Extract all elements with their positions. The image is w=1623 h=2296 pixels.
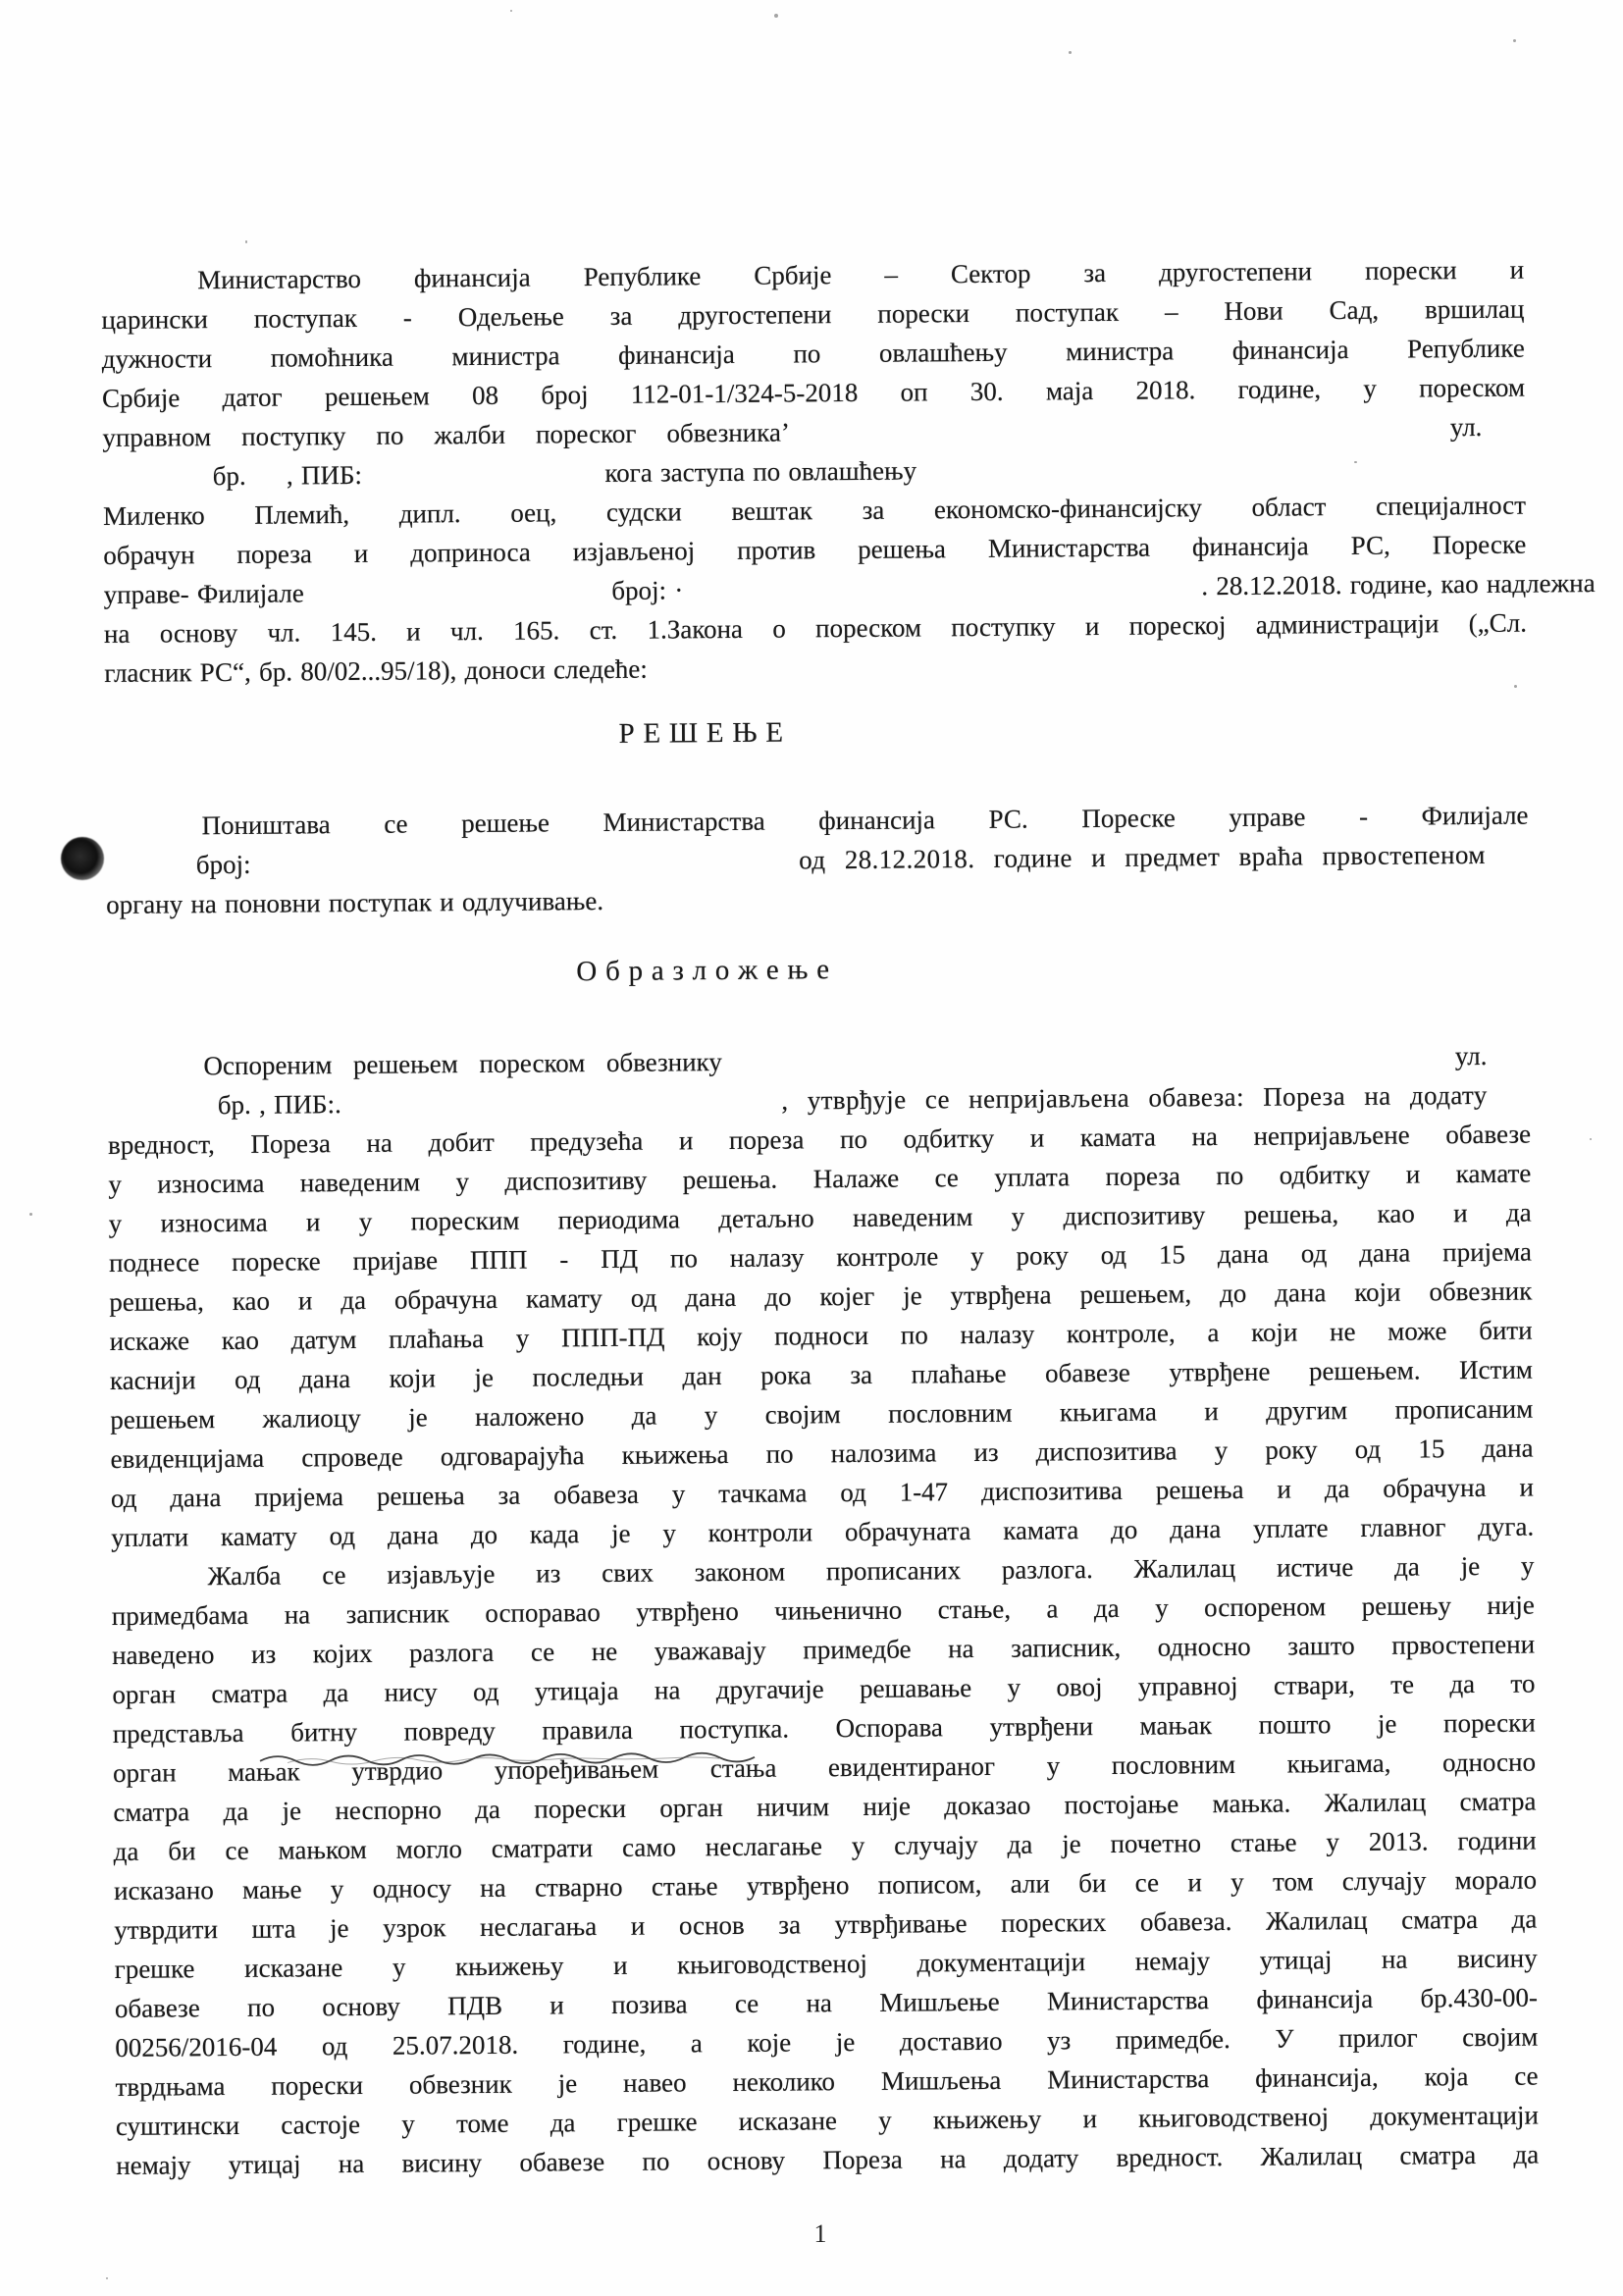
text-line: решењем жалиоцу је наложено да у својим пословним књигама и другим прописаним — [110, 1393, 1534, 1435]
text-line: од дана пријема решења за обавеза у тачкама од 1-47 диспозитива решења и да обрачуна и — [110, 1472, 1534, 1513]
text-line: дужности помоћника министра финансија по овлашћењу министра финансија Републике — [101, 333, 1525, 374]
scan-speck — [1513, 39, 1516, 42]
text-line: 00256/2016-04 од 25.07.2018. године, а које је доставио уз примедбе. У прилог својим — [115, 2021, 1539, 2062]
text-line: немају утицај на висину обавезе по основу Пореза на додату вредност. Жалилац сматра да — [116, 2139, 1540, 2180]
text-line: обавезе по основу ПДВ и позива се на Мишљење Министарства финансија бр.430-00- — [114, 1982, 1539, 2023]
text-line: Поништава се решење Министарства финансија РС. Пореске управе - Филијале — [201, 800, 1529, 841]
text-segment: ул. — [1449, 411, 1483, 443]
text-segment: бр. , ПИБ:. — [217, 1089, 341, 1121]
text-line: Министарство финансија Републике Србије – Сектор за другостепени порески и — [197, 254, 1525, 295]
text-line: на основу чл. 145. и чл. 165. ст. 1.Закона о пореском поступку и пореској администрацији („Сл. — [103, 607, 1528, 649]
text-line: орган мањак утврдио упоређивањем стања евидентираног у пословним књигама, односно — [112, 1747, 1537, 1788]
text-line: да би се мањком могло сматрати само неслагање у случају да је почетно стање у 2013. години — [113, 1825, 1537, 1866]
text-line: представља битну повреду правила поступка. Оспорава утврђени мањак пошто је порески — [112, 1707, 1536, 1748]
text-line: каснији од дана који је последњи дан рока за плаћање обавезе утврђене решењем. Истим — [109, 1354, 1534, 1395]
text-line: Миленко Племић, дипл. оец, судски вештак за економско-финансијску област специјалност — [102, 490, 1527, 531]
text-line: искаже као датум плаћања у ППП-ПД коју подноси по налазу контроле, а који не може бити — [109, 1315, 1533, 1356]
text-line: управе- Филијале број: · . 28.12.2018. године, као надлежна — [103, 568, 1596, 609]
text-line: исказано мање у односу на стварно стање утврђено пописом, али би се и у том случају морало — [113, 1864, 1538, 1905]
text-line: органу на поновни поступак и одлучивање. — [106, 885, 604, 919]
text-segment: од 28.12.2018. године и предмет враћа првостепеном — [799, 839, 1486, 875]
scan-speck — [106, 2277, 108, 2279]
explanation-paragraph-1 — [107, 1036, 1534, 1557]
text-line: уплати камату од дана до када је у контроли обрачуната камата до дана уплате главног дуга. — [111, 1511, 1535, 1552]
scan-speck — [29, 1213, 32, 1216]
scan-speck — [245, 240, 247, 243]
text-line: Србије датог решењем 08 број 112-01-1/324-5-2018 оп 30. маја 2018. године, у пореском — [101, 372, 1526, 413]
text-line: вредност, Пореза на добит предузећа и пореза по одбитку и камата на непријављене обавезе — [107, 1119, 1532, 1160]
handwritten-squiggle-mark — [258, 1747, 773, 1770]
text-line: бр. , ПИБ: кога заступа по овлашћењу — [212, 455, 917, 492]
text-line: решења, као и да обрачуна камату од дана до којег је утврђена решењем, до дана који обвезник — [109, 1276, 1533, 1317]
hole-punch-mark — [61, 837, 104, 880]
text-segment: , утврђује се непријављена обавеза: Пореза на додату — [781, 1079, 1488, 1116]
text-segment: Оспореним решењем пореском обвезнику — [203, 1047, 722, 1081]
text-line: наведено из којих разлога се не уважавају примедбе на записник, односно зашто првостепени — [112, 1629, 1536, 1670]
scan-speck — [774, 14, 778, 18]
text-line: евиденцијама спроведе одговарајућа књижења по налозима из диспозитива у року од 15 дана — [110, 1433, 1534, 1474]
text-line: у износима и у пореским периодима детаљно наведеним у диспозитиву решења, као и да — [108, 1197, 1532, 1238]
text-line: обрачун пореза и доприноса изјављеној против решења Министарства финансија РС, Пореске — [103, 529, 1527, 570]
text-line: суштински састоје у томе да грешке исказане у књижењу и књиговодственој документацији — [115, 2100, 1540, 2141]
scan-speck — [1069, 51, 1072, 54]
text-line: Жалба се изјављује из свих законом прописаних разлога. Жалилац истиче да је у — [207, 1550, 1535, 1592]
scan-speck — [510, 10, 512, 12]
text-line: примедбама на записник оспоравао утврђено чињенично стање, а да у оспореном решењу није — [111, 1590, 1535, 1631]
text-segment: управном поступку по жалби пореског обвезника’ — [102, 417, 790, 452]
text-line: сматра да је неспорно да порески орган ничим није доказао постојање мањка. Жалилац сматра — [113, 1786, 1537, 1827]
text-line: утврдити шта је узрок неслагања и основ за утврђивање пореских обавеза. Жалилац сматра да — [114, 1904, 1538, 1945]
document-text — [101, 250, 1596, 2185]
verdict-paragraph — [105, 796, 1529, 924]
text-line: грешке исказане у књижењу и књиговодственој документацији немају утицај на висину — [114, 1943, 1538, 1984]
text-line: царински поступак - Одељење за другостепени порески поступак – Нови Сад, вршилац — [101, 293, 1525, 335]
heading-resenje: Р Е Ш Е Њ Е — [618, 716, 784, 750]
heading-obrazlozenje: О б р а з л о ж е њ е — [576, 954, 830, 988]
scan-speck — [1590, 1138, 1592, 1140]
text-segment: ул. — [1454, 1040, 1488, 1071]
text-line: орган сматра да нису од утицаја на другачије решавање у овој управној ствари, те да то — [112, 1668, 1536, 1709]
text-line: гласник РС“, бр. 80/02...95/18), доноси следеће: — [104, 653, 648, 688]
page-number: 1 — [813, 2219, 827, 2248]
explanation-paragraph-2 — [111, 1546, 1539, 2185]
intro-paragraph — [101, 250, 1596, 693]
text-segment: број: — [195, 849, 251, 880]
text-line: тврдњама порески обвезник је навео неколико Мишљења Министарства финансија, која се — [115, 2061, 1539, 2102]
text-line: у износима наведеним у диспозитиву решења. Налаже се уплата пореза по одбитку и камате — [108, 1158, 1532, 1199]
text-line: поднесе пореске пријаве ППП - ПД по налазу контроле у року од 15 дана од дана пријема — [108, 1236, 1533, 1278]
